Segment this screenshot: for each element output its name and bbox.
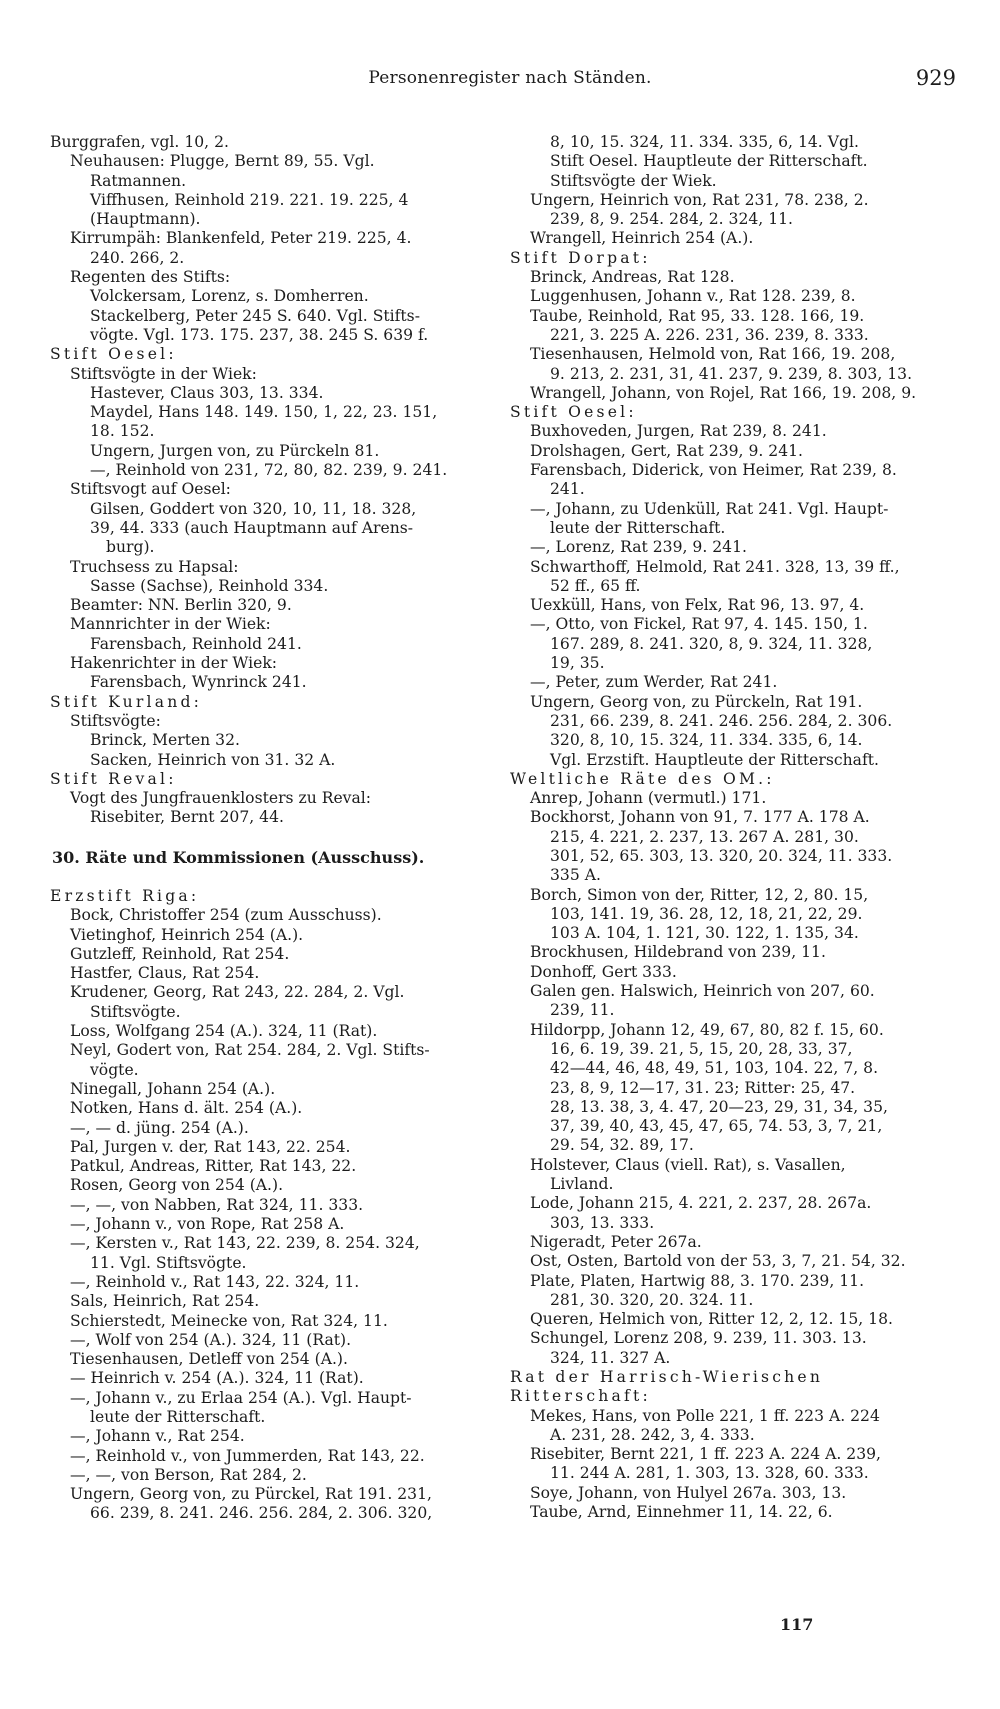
register-line: Notken, Hans d. ält. 254 (A.).	[70, 1099, 303, 1118]
register-line: Stiftsvögte in der Wiek:	[70, 364, 257, 383]
register-line: 52 ff., 65 ff.	[550, 576, 641, 595]
register-line: Schierstedt, Meinecke von, Rat 324, 11.	[70, 1311, 388, 1330]
section-label: Stift Oesel:	[50, 345, 177, 364]
register-line: 221, 3. 225 A. 226. 231, 36. 239, 8. 333.	[550, 325, 869, 344]
register-line: Viffhusen, Reinhold 219. 221. 19. 225, 4	[90, 190, 409, 209]
register-line: —, Johann v., zu Erlaa 254 (A.). Vgl. Haupt-	[70, 1388, 412, 1407]
register-line: —, Reinhold v., Rat 143, 22. 324, 11.	[70, 1272, 360, 1291]
register-line: 240. 266, 2.	[90, 248, 185, 267]
register-line: burg).	[106, 538, 155, 557]
register-line: 239, 11.	[550, 1001, 615, 1020]
register-line: Drolshagen, Gert, Rat 239, 9. 241.	[530, 441, 804, 460]
register-line: 281, 30. 320, 20. 324. 11.	[550, 1290, 754, 1309]
register-line: Wrangell, Heinrich 254 (A.).	[530, 229, 754, 248]
section-label: Rat der Harrisch-Wierischen	[510, 1368, 824, 1386]
register-line: 9. 213, 2. 231, 31, 41. 237, 9. 239, 8. 303, 13.	[550, 364, 913, 383]
register-line: Krudener, Georg, Rat 243, 22. 284, 2. Vgl.	[70, 983, 405, 1002]
register-line: 42—44, 46, 48, 49, 51, 103, 104. 22, 7, 8.	[550, 1059, 879, 1078]
register-line: leute der Ritterschaft.	[550, 518, 726, 537]
register-line: leute der Ritterschaft.	[90, 1408, 266, 1426]
register-line: Ost, Osten, Bartold von der 53, 3, 7, 21. 54, 32.	[530, 1252, 906, 1271]
register-line: Anrep, Johann (vermutl.) 171.	[530, 789, 767, 808]
register-line: Ungern, Georg von, zu Pürckeln, Rat 191.	[530, 692, 863, 711]
register-line: — Heinrich v. 254 (A.). 324, 11 (Rat).	[70, 1369, 364, 1388]
right-column	[510, 133, 950, 1522]
register-line: Luggenhusen, Johann v., Rat 128. 239, 8.	[530, 287, 856, 306]
register-line: Brinck, Merten 32.	[90, 731, 240, 750]
register-line: Taube, Reinhold, Rat 95, 33. 128. 166, 19.	[530, 306, 865, 325]
register-line: —, —, von Nabben, Rat 324, 11. 333.	[70, 1195, 364, 1214]
register-line: —, Johann v., von Rope, Rat 258 A.	[70, 1215, 345, 1234]
register-line: Sals, Heinrich, Rat 254.	[70, 1292, 260, 1311]
register-line: 301, 52, 65. 303, 13. 320, 20. 324, 11. 333.	[550, 846, 893, 865]
register-line: Taube, Arnd, Einnehmer 11, 14. 22, 6.	[530, 1503, 833, 1522]
register-line: Patkul, Andreas, Ritter, Rat 143, 22.	[70, 1157, 357, 1176]
register-line: vögte.	[90, 1060, 139, 1079]
register-line: Gutzleff, Reinhold, Rat 254.	[70, 944, 290, 963]
register-line: 18. 152.	[90, 422, 155, 441]
section-label: Weltliche Räte des OM.:	[510, 769, 775, 788]
register-line: Queren, Helmich von, Ritter 12, 2, 12. 15, 18.	[530, 1310, 893, 1329]
register-line: Ungern, Heinrich von, Rat 231, 78. 238, 2.	[530, 190, 869, 209]
register-line: —, Reinhold von 231, 72, 80, 82. 239, 9. 241.	[90, 461, 448, 480]
register-line: 8, 10, 15. 324, 11. 334. 335, 6, 14. Vgl.	[550, 133, 859, 151]
register-line: —, Lorenz, Rat 239, 9. 241.	[530, 538, 747, 557]
register-line: Stift Oesel. Hauptleute der Ritterschaft.	[550, 152, 868, 171]
register-line: Stiftsvogt auf Oesel:	[70, 480, 231, 499]
register-line: 16, 6. 19, 39. 21, 5, 15, 20, 28, 33, 37,	[550, 1039, 853, 1058]
register-line: Stackelberg, Peter 245 S. 640. Vgl. Stifts-	[90, 306, 420, 325]
register-line: 103, 141. 19, 36. 28, 12, 18, 21, 22, 29.	[550, 904, 863, 923]
register-line: 320, 8, 10, 15. 324, 11. 334. 335, 6, 14.	[550, 731, 863, 750]
section-label: Stift Dorpat:	[510, 248, 651, 267]
register-line: 39, 44. 333 (auch Hauptmann auf Arens-	[90, 518, 414, 537]
register-line: 23, 8, 9, 12—17, 31. 23; Ritter: 25, 47.	[550, 1078, 856, 1097]
register-line: 241.	[550, 480, 585, 499]
register-line: 167. 289, 8. 241. 320, 8, 9. 324, 11. 328,	[550, 634, 873, 653]
page-header	[60, 62, 960, 102]
register-line: —, Reinhold v., von Jummerden, Rat 143, 22.	[70, 1446, 425, 1465]
section-label: Ritterschaft:	[510, 1387, 651, 1406]
register-line: Hastfer, Claus, Rat 254.	[70, 964, 260, 983]
register-line: Soye, Johann, von Hulyel 267a. 303, 13.	[530, 1483, 847, 1502]
register-line: vögte. Vgl. 173. 175. 237, 38. 245 S. 639 f.	[90, 325, 429, 344]
right-column-entries	[510, 133, 950, 1522]
register-line: Stiftsvögte der Wiek.	[550, 171, 717, 190]
page-number: 929	[915, 66, 956, 90]
section-heading: 30. Räte und Kommissionen (Ausschuss).	[52, 847, 425, 867]
register-line: Galen gen. Halswich, Heinrich von 207, 60.	[530, 982, 875, 1001]
register-line: Hildorpp, Johann 12, 49, 67, 80, 82 f. 15, 60.	[530, 1020, 884, 1039]
register-line: Tiesenhausen, Helmold von, Rat 166, 19. 208,	[530, 345, 896, 364]
register-line: —, Johann, zu Udenküll, Rat 241. Vgl. Haupt-	[530, 499, 889, 518]
left-column-entries-part2	[50, 887, 490, 1524]
register-line: Burggrafen, vgl. 10, 2.	[50, 133, 229, 151]
section-label: Stift Kurland:	[50, 692, 203, 711]
register-line: —, —, von Berson, Rat 284, 2.	[70, 1465, 307, 1484]
register-line: Lode, Johann 215, 4. 221, 2. 237, 28. 267a.	[530, 1194, 872, 1213]
register-line: A. 231, 28. 242, 3, 4. 333.	[550, 1425, 755, 1444]
register-line: Mannrichter in der Wiek:	[70, 615, 271, 634]
left-column-entries-part1	[50, 133, 490, 828]
register-line: Rosen, Georg von 254 (A.).	[70, 1176, 284, 1195]
register-line: Ungern, Georg von, zu Pürckel, Rat 191. 231,	[70, 1485, 432, 1504]
register-line: Gilsen, Goddert von 320, 10, 11, 18. 328,	[90, 499, 417, 518]
register-line: Brockhusen, Hildebrand von 239, 11.	[530, 943, 826, 962]
register-line: 231, 66. 239, 8. 241. 246. 256. 284, 2. 306.	[550, 711, 893, 730]
register-line: —, Peter, zum Werder, Rat 241.	[530, 673, 778, 692]
register-line: 66. 239, 8. 241. 246. 256. 284, 2. 306. 320,	[90, 1504, 433, 1523]
register-line: 28, 13. 38, 3, 4. 47, 20—23, 29, 31, 34, 35,	[550, 1097, 888, 1116]
register-line: Neyl, Godert von, Rat 254. 284, 2. Vgl. Stifts-	[70, 1041, 430, 1060]
register-line: Vietinghof, Heinrich 254 (A.).	[70, 925, 304, 944]
register-line: —, Kersten v., Rat 143, 22. 239, 8. 254. 324,	[70, 1234, 420, 1253]
register-line: Pal, Jurgen v. der, Rat 143, 22. 254.	[70, 1137, 351, 1156]
register-line: Tiesenhausen, Detleff von 254 (A.).	[70, 1350, 348, 1369]
register-line: —, Johann v., Rat 254.	[70, 1427, 245, 1446]
register-line: Nigeradt, Peter 267a.	[530, 1232, 702, 1251]
register-line: Ungern, Jurgen von, zu Pürckeln 81.	[90, 441, 380, 460]
register-line: Plate, Platen, Hartwig 88, 3. 170. 239, 11.	[530, 1271, 865, 1290]
left-column	[50, 133, 490, 1524]
register-line: Farensbach, Reinhold 241.	[90, 634, 302, 653]
register-line: Vgl. Erzstift. Hauptleute der Ritterschaft.	[550, 750, 879, 769]
register-line: Mekes, Hans, von Polle 221, 1 ff. 223 A. 224	[530, 1406, 880, 1425]
register-line: Holstever, Claus (viell. Rat), s. Vasallen,	[530, 1155, 846, 1174]
register-line: Truchsess zu Hapsal:	[70, 557, 239, 576]
register-line: Beamter: NN. Berlin 320, 9.	[70, 596, 292, 615]
signature-number: 117	[780, 1615, 814, 1634]
register-line: Livland.	[550, 1175, 614, 1194]
register-line: Vogt des Jungfrauenklosters zu Reval:	[70, 789, 372, 808]
register-line: —, Otto, von Fickel, Rat 97, 4. 145. 150, 1.	[530, 615, 868, 634]
register-line: Ninegall, Johann 254 (A.).	[70, 1079, 276, 1098]
register-line: Buxhoveden, Jurgen, Rat 239, 8. 241.	[530, 422, 827, 441]
register-line: —, Wolf von 254 (A.). 324, 11 (Rat).	[70, 1330, 352, 1349]
register-line: Hakenrichter in der Wiek:	[70, 654, 278, 673]
register-line: (Hauptmann).	[90, 210, 201, 229]
register-line: Borch, Simon von der, Ritter, 12, 2, 80. 15,	[530, 885, 869, 904]
register-line: Sasse (Sachse), Reinhold 334.	[90, 576, 329, 595]
register-line: 103 A. 104, 1. 121, 30. 122, 1. 135, 34.	[550, 924, 859, 943]
register-line: Risebiter, Bernt 207, 44.	[90, 808, 284, 827]
register-line: 11. Vgl. Stiftsvögte.	[90, 1253, 247, 1272]
running-head: Personenregister nach Ständen.	[368, 68, 652, 88]
section-label: Stift Reval:	[50, 769, 177, 788]
register-line: Risebiter, Bernt 221, 1 ff. 223 A. 224 A. 239,	[530, 1445, 881, 1464]
register-line: Schwarthoff, Helmold, Rat 241. 328, 13, 39 ff.,	[530, 557, 900, 576]
register-line: Loss, Wolfgang 254 (A.). 324, 11 (Rat).	[70, 1022, 378, 1041]
register-line: 324, 11. 327 A.	[550, 1348, 671, 1367]
register-line: Stiftsvögte.	[90, 1002, 181, 1021]
register-line: 335 A.	[550, 866, 601, 885]
register-line: 29. 54, 32. 89, 17.	[550, 1136, 694, 1155]
register-line: Neuhausen: Plugge, Bernt 89, 55. Vgl.	[70, 152, 375, 171]
register-line: 37, 39, 40, 43, 45, 47, 65, 74. 53, 3, 7, 21,	[550, 1117, 883, 1136]
register-line: Volckersam, Lorenz, s. Domherren.	[90, 287, 369, 306]
register-line: Ratmannen.	[90, 171, 187, 190]
register-line: Maydel, Hans 148. 149. 150, 1, 22, 23. 151,	[90, 403, 438, 422]
register-line: Stiftsvögte:	[70, 711, 161, 730]
register-line: Donhoff, Gert 333.	[530, 962, 677, 981]
section-label: Erzstift Riga:	[50, 886, 200, 905]
register-line: Schungel, Lorenz 208, 9. 239, 11. 303. 13.	[530, 1329, 867, 1348]
register-line: Brinck, Andreas, Rat 128.	[530, 268, 735, 287]
register-line: Uexküll, Hans, von Felx, Rat 96, 13. 97, 4.	[530, 596, 865, 615]
register-line: Farensbach, Wynrinck 241.	[90, 673, 307, 692]
register-line: 215, 4. 221, 2. 237, 13. 267 A. 281, 30.	[550, 827, 859, 846]
register-line: Sacken, Heinrich von 31. 32 A.	[90, 750, 336, 769]
register-line: Hastever, Claus 303, 13. 334.	[90, 383, 324, 402]
register-line: Wrangell, Johann, von Rojel, Rat 166, 19. 208, 9.	[530, 383, 917, 402]
register-line: Farensbach, Diderick, von Heimer, Rat 239, 8.	[530, 461, 897, 480]
register-line: 19, 35.	[550, 654, 605, 673]
section-label: Stift Oesel:	[510, 403, 637, 422]
register-line: Regenten des Stifts:	[70, 268, 231, 287]
register-line: 239, 8, 9. 254. 284, 2. 324, 11.	[550, 210, 794, 229]
register-line: 11. 244 A. 281, 1. 303, 13. 328, 60. 333.	[550, 1464, 869, 1483]
register-line: 303, 13. 333.	[550, 1213, 655, 1232]
register-line: Kirrumpäh: Blankenfeld, Peter 219. 225, 4.	[70, 229, 412, 248]
register-line: Bockhorst, Johann von 91, 7. 177 A. 178 A.	[530, 808, 870, 827]
register-line: —, — d. jüng. 254 (A.).	[70, 1118, 249, 1137]
register-line: Bock, Christoffer 254 (zum Ausschuss).	[70, 906, 382, 925]
